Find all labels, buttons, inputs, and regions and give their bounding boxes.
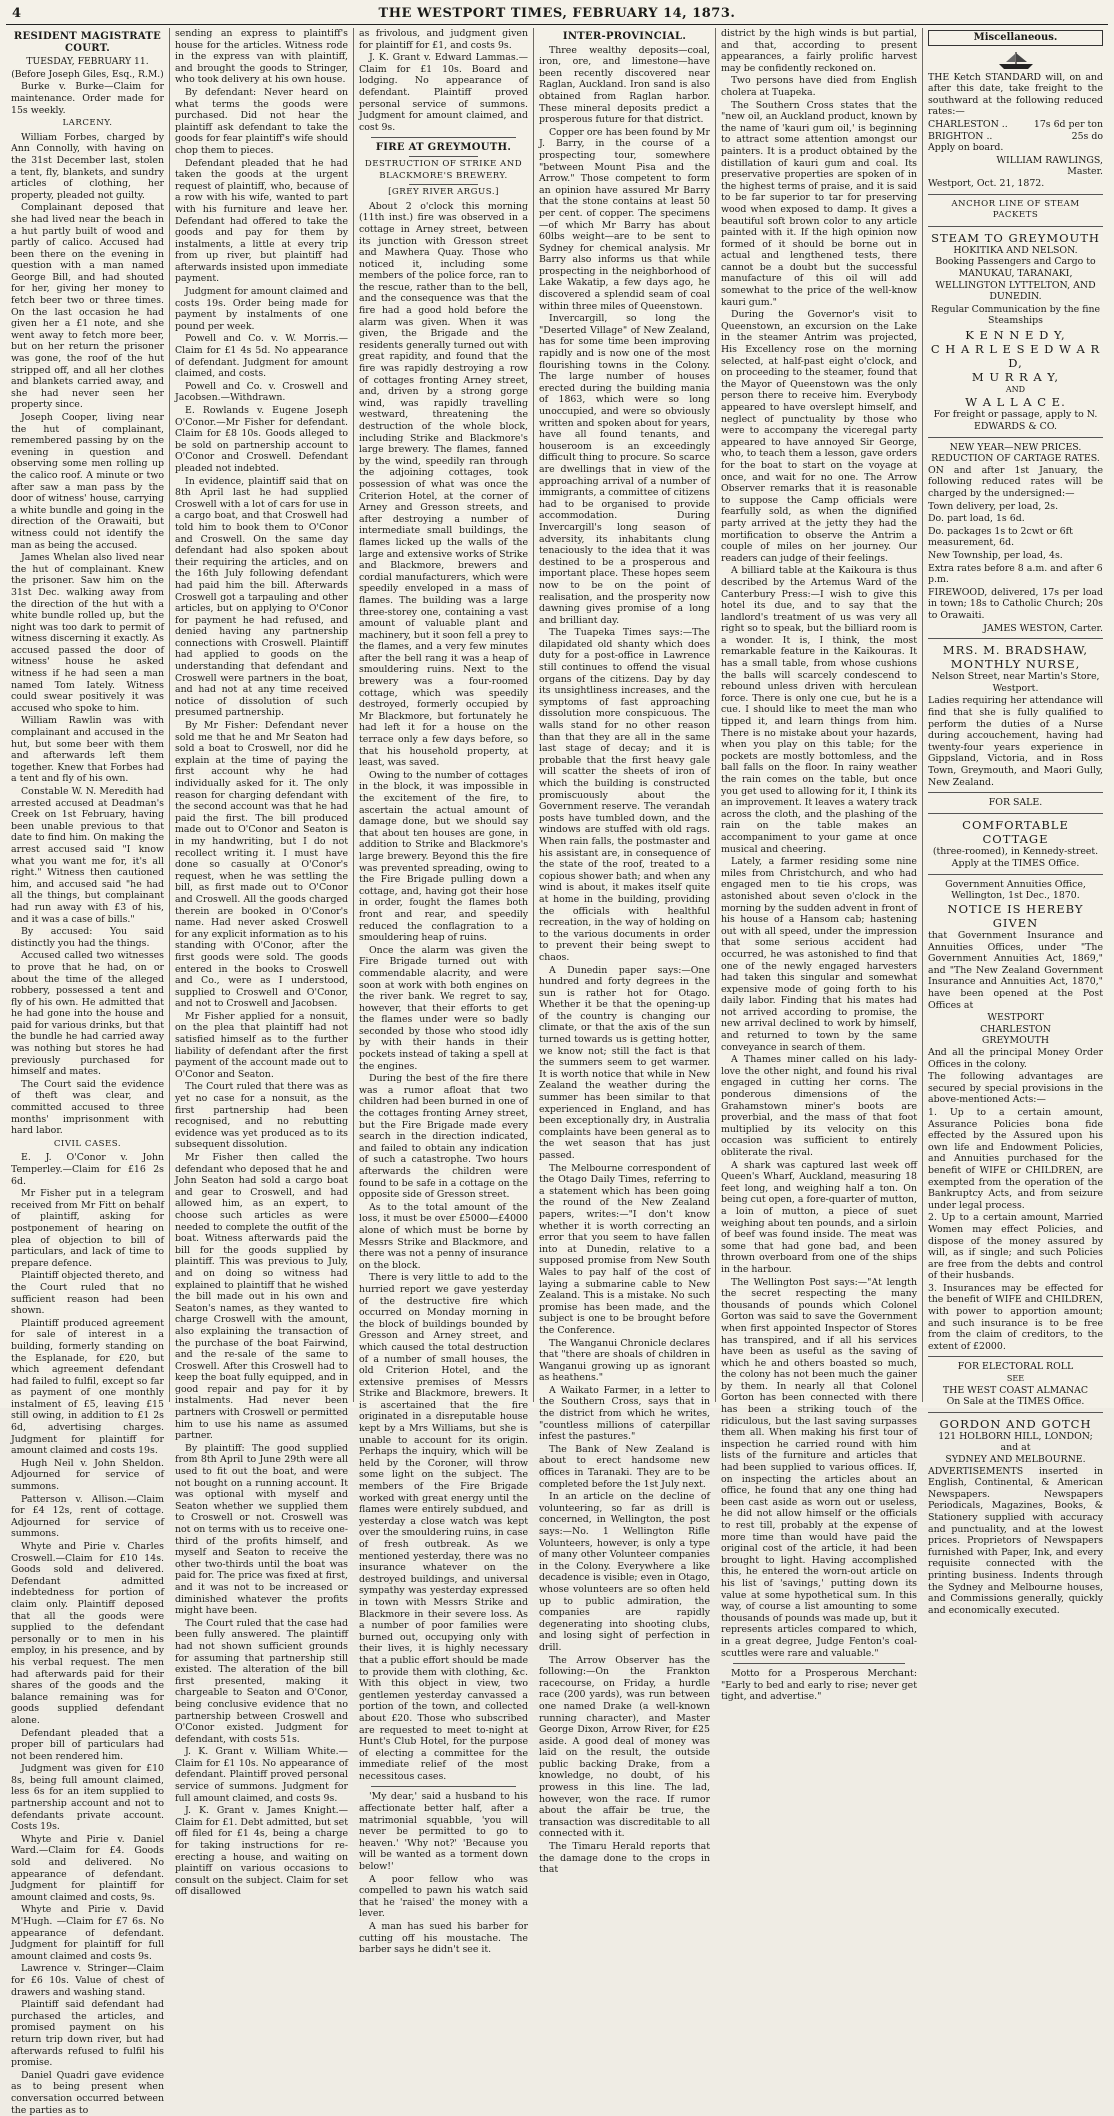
paragraph: As to the total amount of the loss, it must be over £5000—£4000 alone of which must be borne by Messrs Strike and Blackmore, and there was not a penny of insurance on the block. [359, 1201, 528, 1271]
columns [6, 28, 1108, 2116]
rate-price: 17s 6d per ton [1033, 118, 1103, 130]
paragraph: Three wealthy deposits—coal, iron, ore, and limestone—have been recently discovered near Raglan, Auckland. Iron sand is also obtained from Raglan harbor. These mineral deposits predict a prosperous future for that district. [539, 44, 710, 126]
onsale-text: On Sale at the TIMES Office. [946, 1396, 1085, 1408]
paragraph: 'My dear,' said a husband to his affectionate better half, after a matrimonial squabble, 'you will never be permitted to go to heaven.' 'Why not?' 'Because you will be wanted as a torment down below!' [359, 1791, 528, 1873]
paragraph: During the Governor's visit to Queenstown, an excursion on the Lake in the steamer Antrim was projected, His Excellency rose on the morning selected, at half-past eight o'clock, and on proceeding to the steamer, found that the Mayor of Queenstown was the only person there to receive him. Everybody appeared to have overslept himself, and neglect of punctuality by those who were to accompany the viceregal party appeared to have annoyed Sir George, who, to teach them a lesson, gave orders for the boat to start on the voyage at once, and wait for no one. The Arrow Observer remarks that it is reasonable to suppose the Camp officials were fearfully sold, as when the dignified party arrived at the jetty they had the mortification to observe the Antrim a couple of miles on her journey. Our readers can judge of their feelings. [721, 309, 917, 564]
master-name: WILLIAM RAWLINGS, [996, 154, 1103, 166]
paragraph: Mr Fisher then called the defendant who deposed that he and John Seaton had sold a cargo boat and gear to Croswell, and had allowed him, as an expert, to choose such articles as were needed to complete the outfit of the boat. Witness afterwards paid the bill for the goods supplied by plaintiff. This was previous to July, and on doing so witness had explained to plaintiff that he wished the bill made out in his own and Seaton's names, as they wanted to charge Croswell with the amount, also explaining the transaction of the purchase of the boat Fairwind, and the re-sale of the same to Croswell. After this Croswell had to keep the boat fully equipped, and in good repair and pay for it by instalments. Had never been partners with Croswell or permitted him to use his name as assumed partner. [175, 1152, 348, 1442]
steam-ad [928, 231, 1103, 433]
paragraph: A shark was captured last week off Queen's Wharf, Auckland, measuring 18 feet long, and weighing half a ton. On being cut open, a fore-quarter of mutton, a loin of mutton, a piece of suet weighing about ten pounds, and a sirloin of beef was found inside. The meat was some that had gone bad, and been thrown overboard from one of the ships in the harbour. [721, 1159, 917, 1275]
electoral-heading: FOR ELECTORAL ROLL [957, 1361, 1074, 1373]
gordon-heading: GORDON AND GOTCH [939, 1416, 1092, 1431]
divider [409, 184, 478, 185]
paragraph: Burke v. Burke—Claim for maintenance. Order made for 15s weekly. [11, 81, 164, 116]
paragraph: Whyte and Pirie v. David M'Hugh. —Claim for £7 6s. No appearance of defendant. Judgment for plaintiff for full amount claimed and costs 9s. [11, 1904, 164, 1962]
paragraph: The Court ruled that the case had been fully answered. The plaintiff had not shown sufficient grounds for assuming that partnership still existed. The alteration of the bill first presented, making it chargeable to Seaton and O'Conor, being conclusive evidence that no partnership between Croswell and O'Conor existed. Judgment for defendant, with costs 51s. [175, 1617, 348, 1745]
paragraph: James Whelan also lived near the hut of complainant. Knew the prisoner. Saw him on the 31st Dec. walking away from the direction of the hut with a white bundle rolled up, but the night was too dark to permit of witness discerning it exactly. As accused passed the door of witness' house he asked witness if he had seen a man named Tom Iately. Witness could swear positively it was accused who spoke to him. [11, 552, 164, 714]
ketch-text: THE Ketch STANDARD will, on and after this date, take freight to the southward at the following reduced rates:— [928, 71, 1103, 118]
paragraph: Once the alarm was given the Fire Brigade turned out with commendable alacrity, and were soon at work with both engines on the river bank. We regret to say, however, that their efforts to get the flames under were so badly seconded by those who stood idly by with their hands in their pockets instead of taking a spell at the engines. [359, 944, 528, 1072]
paragraph: A Waikato Farmer, in a letter to the Southern Cross, says that in the district from which he writes, "countless millions of caterpillar infest the pastures." [539, 1384, 710, 1443]
divider [928, 792, 1103, 793]
cottage-heading: COMFORTABLE COTTAGE [962, 817, 1069, 846]
cartage-line: New Township, per load, 4s. [928, 550, 1063, 561]
cartage-text: ON and after 1st January, the following reduced rates will be charged by the undersigned:— [928, 464, 1103, 500]
divider [733, 1663, 905, 1664]
apply-text: Apply on board. [928, 142, 1004, 154]
rate-place: BRIGHTON .. [928, 130, 993, 142]
booking-text: Booking Passengers and Cargo to MANUKAU, TARANAKI, WELLINGTON LYTTELTON, AND DUNEDIN. [935, 256, 1096, 303]
column-4 [533, 28, 715, 1876]
paragraph: district by the high winds is but partial, and that, according to present appearances, a fairly prolific harvest may be confidently reckoned on. [721, 28, 917, 74]
ship-name: K E N N E D Y, [965, 327, 1066, 342]
annuities-ad [928, 879, 1103, 1353]
gov-office: Government Annuities Office, [945, 878, 1086, 890]
paragraph: Defendant pleaded that he had taken the goods at the urgent request of plaintiff, who, because of a row with his wife, wanted to part with his furniture and leave her. Defendant had offered to take the goods and pay for them by instalments, a little at every trip from up river, but plaintiff had afterwards insisted upon immediate payment. [175, 157, 348, 285]
ship-and: AND [1005, 384, 1026, 394]
notice-body: that Government Insurance and Annuities Offices, under "The Government Annuities Act, 1869," and "The New Zealand Government Insurance and Annuities Act, 1870," have been opened at the Post Offices at [928, 930, 1103, 1011]
advantage-item: 2. Up to a certain amount, Married Women may effect Policies, and dispose of the money assured by will, as if single; and such Policies are free from the debts and control of their husbands. [928, 1212, 1103, 1282]
paragraph: Joseph Cooper, living near the hut of complainant, remembered passing by on the evening in question and observing some men rolling up the calico roof. A minute or two after saw a man pass by the door of witness' house, carrying a white bundle and going in the direction of the Orawaiti, but witness could not identify the man as being the accused. [11, 412, 164, 551]
paragraph: A man has sued his barber for cutting off his moustache. The barber says he didn't see it. [359, 1921, 528, 1956]
gov-date: Wellington, 1st Dec., 1870. [951, 890, 1080, 902]
paragraph: William Rawlin was with complainant and accused in the hut, but some beer with them and afterwards left them together. Knew that Forbes had a tent and fly of his own. [11, 715, 164, 785]
paragraph: The Melbourne correspondent of the Otago Daily Times, referring to a statement which has been going the round of the New Zealand papers, writes:—"I don't know whether it is worth correcting an error that you seem to have fallen into at Dunedin, relative to a supposed promise from New South Wales to pay half of the cost of laying a submarine cable to New Zealand. This is a mistake. No such promise has been made, and the subject is one to be brought before the Conference. [539, 1162, 710, 1336]
cartage-line: Town delivery, per load, 2s. [928, 500, 1059, 512]
paragraph: E. Rowlands v. Eugene Joseph O'Conor.—Mr Fisher for defendant. Claim for £8 10s. Goods alleged to be sold on partnership account to O'Conor and Croswell. Defendant pleaded not indebted. [175, 405, 348, 474]
paragraph: Copper ore has been found by Mr J. Barry, in the course of a prospecting tour, somewhere "between Mount Pisa and the Arrow." Those competent to form an opinion have assured Mr Barry that the stone contains at least 50 per cent. of copper. The specimens—of which Mr Barry has about 60lbs weight—are to be sent to Sydney for chemical analysis. Mr Barry also informs us that while prospecting in the neighborhood of Lake Wakatip, a few days ago, he discovered a splendid seam of coal within three miles of Queenstown. [539, 126, 710, 312]
paragraph: The Wanganui Chronicle declares that "there are shoals of children in Wanganui growing up as ignorant as heathens." [539, 1337, 710, 1384]
advantages-text: The following advantages are secured by special provisions in the above-mentioned Acts:— [928, 1071, 1103, 1106]
forsale-heading: FOR SALE. [988, 797, 1043, 809]
paragraph: as frivolous, and judgment given for plaintiff for £1, and costs 9s. [359, 28, 528, 51]
cottage-apply: Apply at the TIMES Office. [951, 858, 1080, 870]
notice-body2: And all the principal Money Order Offices in the colony. [928, 1047, 1103, 1070]
see-text: SEE [1006, 1374, 1025, 1384]
cartage-ad [928, 442, 1103, 635]
paragraph: The Tuapeka Times says:—The dilapidated old shanty which does duty for a post-office in Lawrence still continues to offend the visual organs of the citizens. Day by day its unsightliness increases, and the symptoms of fast approaching dissolution more conspicuous. The walls stand for no other reason than that they are all in the same last stage of decay; and it is probable that the first heavy gale will scatter the sheets of iron of which the building is constructed promiscuously about the Government reserve. The verandah posts have tumbled down, and the windows are stuffed with old rags. When rain falls, the postmaster and his assistant are, in consequence of the state of the roof, treated to a copious shower bath; and when any wind is about, it makes itself quite at home in the building, providing the officials with healthful recreation, in the way of holding on to the various documents in order to prevent their being swept to chaos. [539, 627, 710, 963]
fire-heading: FIRE AT GREYMOUTH. [375, 142, 512, 154]
cartage-line: Do. part load, 1s 6d. [928, 513, 1025, 525]
paragraph: Daniel Quadri gave evidence as to being present when conversation occurred between the parties as to [11, 2069, 164, 2116]
ship-icon [997, 50, 1035, 70]
court-heading: RESIDENT MAGISTRATE COURT. [13, 31, 162, 54]
cartage-line: Extra rates before 8 a.m. and after 6 p.m. [928, 562, 1103, 586]
divider [928, 813, 1103, 814]
column-2 [169, 28, 353, 1898]
paragraph: Powell and Co. v. Croswell and Jacobsen.—Withdrawn. [175, 380, 348, 404]
paragraph: Plaintiff objected thereto, and the Court ruled that no sufficient reason had been shown. [11, 1270, 164, 1317]
paragraph: In evidence, plaintiff said that on 8th April last he had supplied Croswell with a lot of cars for use in a cargo boat, and that Croswell had told him to book them to O'Conor and Croswell. On the same day defendant had also spoken about their requiring the articles, and on the 16th July following defendant had paid him the bill. Afterwards Croswell got a tarpauling and other articles, but on applying to O'Conor for payment he had refused, and denied having any partnership connections with Croswell. Plaintiff had applied to goods on the understanding that defendant and Croswell were partners in the boat, and had not at any time received notice of dissolution of such presumed partnership. [175, 475, 348, 719]
paragraph: The Arrow Observer has the following:—On the Frankton racecourse, on Friday, a hurdle race (200 yards), was run between one named Drake (a well-known running character), and Master George Dixon, Arrow River, for £25 aside. A good deal of money was laid on the result, the outside public backing Drake, from a knowledge, no doubt, of his prowess in this line. The lad, however, won the race. If rumor about the affair be true, the transaction was discreditable to all connected with it. [539, 1654, 710, 1840]
cottage-sub: (three-roomed), in Kennedy-street. [932, 845, 1099, 857]
almanac-heading: THE WEST COAST ALMANAC [942, 1384, 1089, 1396]
paragraph: Defendant pleaded that a proper bill of particulars had not been rendered him. [11, 1727, 164, 1762]
steam-heading: STEAM TO GREYMOUTH [931, 230, 1100, 245]
court-magistrate: (Before Joseph Giles, Esq., R.M.) [11, 68, 164, 80]
paragraph: J. K. Grant v. James Knight.— Claim for £1. Debt admitted, but set off filed for £1 4s, being a charge for taking instructions for re-erecting a house, and waiting on plaintiff on various occasions to consult on the subject. Claim for set off disallowed [175, 1805, 348, 1898]
almanac-ad [928, 1361, 1103, 1407]
paragraph: There is very little to add to the hurried report we gave yesterday of the destructive fire which occurred on Monday morning in the block of buildings bounded by Gresson and Arney street, and which caused the total destruction of a number of small houses, the old Criterion Hotel, and the extensive premises of Messrs Strike and Blackmore, brewers. It is ascertained that the fire originated in a disreputable house kept by a Mrs Williams, but she is unable to account for its origin. Perhaps the inquiry, which will be held by the Coroner, will throw some light on the subject. The members of the Fire Brigade worked with great energy until the flames were entirely subdued, and yesterday a close watch was kept over the smouldering ruins, in case of fresh outbreak. As we mentioned yesterday, there was no insurance whatever on the destroyed buildings, and universal sympathy was yesterday expressed in town with Messrs Strike and Blackmore in their severe loss. As a number of poor families were burned out, occupying only with their lives, it is highly necessary that a public effort should be made to provide them with clothing, &c. With this object in view, two gentlemen yesterday canvassed a portion of the town, and collected about £20. Those who subscribed are requested to meet to-night at Hunt's Club Hotel, for the purpose of electing a committee for the immediate relief of the most necessitous cases. [359, 1272, 528, 1782]
interprovincial-heading: INTER-PROVINCIAL. [562, 31, 687, 42]
paragraph: Powell and Co. v. W. Morris.—Claim for £1 4s 5d. No appearance of defendant. Judgment for amount claimed, and costs. [175, 333, 348, 380]
paragraph: By Mr Fisher: Defendant never sold me that he and Mr Seaton had sold a boat to Croswell, nor did he explain at the time of paying the first account why he had individually asked for it. The only reason for charging defendant with the second account was that he had paid the first. The bill produced made out to O'Conor and Seaton is in my handwriting, but I do not recollect writing it. I must have done so casually at O'Conor's request, when he was settling the bill, as first made out to O'Conor and Croswell. All the goods charged therein are booked in O'Conor's name. Had never asked Croswell for any explicit information as to his standing with O'Conor, after the first goods were sold. The goods entered in the books to Croswell and Co., were as I understood, supplied to Croswell and O'Conor, and not to Croswell and Jacobsen. [175, 720, 348, 1010]
larceny-heading: LARCENY. [62, 118, 113, 129]
divider [371, 1786, 516, 1787]
forsale-ad [928, 797, 1103, 870]
paragraph: The Court said the evidence of theft was clear, and committed accused to three months' imprisonment with hard labor. [11, 1078, 164, 1137]
place-name: GREYMOUTH [981, 1035, 1050, 1047]
anchor-line-heading: ANCHOR LINE OF STEAM PACKETS [951, 198, 1080, 221]
divider [928, 874, 1103, 875]
divider [928, 194, 1103, 195]
paragraph: By accused: You said distinctly you had the things. [11, 926, 164, 949]
paragraph: William Forbes, charged by Ann Connolly, with having on the 31st December last, stolen a tent, fly, blankets, and sundry articles of clothing, her property, pleaded not guilty. [11, 131, 164, 201]
paragraph: Motto for a Prosperous Merchant: "Early to bed and early to rise; never get tight, and advertise." [721, 1668, 917, 1703]
advantage-item: 1. Up to a certain amount, Assurance Policies bona fide effected by the Assured upon his own life and Endowment Policies, and Annuities purchased for the benefit of WIFE or CHILDREN, are exempted from the operation of the Bankruptcy Acts, and from seizure under legal process. [928, 1106, 1103, 1211]
masthead [6, 4, 1108, 25]
master-label: Master. [1067, 166, 1103, 178]
civil-heading: CIVIL CASES. [53, 1138, 122, 1149]
paragraph: sending an express to plaintiff's house for the articles. Witness rode in the express van with plaintiff, and brought the goods to Stringer, who took delivery at his own house. [175, 28, 348, 86]
court-date: TUESDAY, FEBRUARY 11. [26, 56, 149, 68]
advantage-item: 3. Insurances may be effected for the benefit of WIFE and CHILDREN, with power to apportion amount; and such insurance is to be free from the claim of creditors, to the extent of £2000. [928, 1282, 1103, 1352]
paragraph: E. J. O'Conor v. John Temperley.—Claim for £16 2s 6d. [11, 1152, 164, 1187]
paragraph: Judgment was given for £10 8s, being full amount claimed, less 6s for an item supplied to partnership account and not to defendants private account. Costs 19s. [11, 1763, 164, 1833]
divider [928, 638, 1103, 639]
paragraph: Judgment for amount claimed and costs 19s. Order being made for payment by instalments of one pound per week. [175, 286, 348, 332]
column-5 [715, 28, 922, 1703]
fire-subheading: DESTRUCTION OF STRIKE AND BLACKMORE'S BREWERY. [364, 158, 523, 181]
paragraph: Hugh Neil v. John Sheldon. Adjourned for service of summons. [11, 1457, 164, 1493]
carter-name: JAMES WESTON, Carter. [983, 622, 1103, 634]
paragraph: The Timaru Herald reports that the damage done to the crops in that [539, 1841, 710, 1876]
nurse-ad [928, 643, 1103, 788]
column-3 [353, 28, 533, 1956]
paragraph: Whyte and Pirie v. Daniel Ward.—Claim for £4. Goods sold and delivered. No appearance of defendant. Judgment for plaintiff for amount claimed and costs, 9s. [11, 1833, 164, 1903]
gordon-address: 121 HOLBORN HILL, LONDON; [938, 1430, 1093, 1442]
divider [928, 1356, 1103, 1357]
paragraph: Whyte and Pirie v. Charles Croswell.—Claim for £10 14s. Goods sold and delivered. Defendant admitted indebtedness for portion of claim only. Plaintiff deposed that all the goods were supplied to the defendant personally or to men in his employ, in his presence, and by his verbal request. The men had afterwards paid for their shares of the goods and the balance remaining was for goods supplied defendant alone. [11, 1541, 164, 1726]
firewood-text: FIREWOOD, delivered, 17s per load in town; 18s to Catholic Church; 20s to Orawaiti. [928, 586, 1103, 621]
column-1 [6, 28, 169, 2116]
ketch-ad [928, 50, 1103, 190]
place-name: WESTPORT [987, 1012, 1044, 1024]
paragraph: Plaintiff produced agreement for sale of interest in a building, formerly standing on the Esplanade, for £20, but which agreement defendant had failed to fulfil, except so far as payment of one monthly instalment of £5, leaving £15 still owing, in addition to £1 2s 6d, advertising charges. Judgment for plaintiff for amount claimed and costs 19s. [11, 1317, 164, 1457]
paragraph: A Dunedin paper says:—One hundred and forty degrees in the sun is rather hot for Otago. Whether it be that the opening-up of the country is changing our climate, or that the axis of the sun turned towards us is getting hotter, we know not; still the fact is that the summers seem to get warmer. It is worth notice that while in New Zealand the weather during the summer has been similar to that experienced in England, and has been exceptionally dry, in Australia complaints have been general as to the wet season that has just passed. [539, 964, 710, 1161]
paragraph: A poor fellow who was compelled to pawn his watch said that he 'raised' the money with a lever. [359, 1873, 528, 1920]
gordon-gotch-ad [928, 1417, 1103, 1617]
miscellaneous-heading: Miscellaneous. [928, 30, 1103, 46]
ad-date: Westport, Oct. 21, 1872. [928, 177, 1045, 189]
divider [928, 226, 1103, 227]
rate-price: 25s do [1071, 130, 1103, 142]
paragraph: Constable W. N. Meredith had arrested accused at Deadman's Creek on 1st February, having been unable previous to that date to find him. On making the arrest accused said "I know what you want me for, it's all right." Witness then cautioned him, and accused said "he had all the things, but complainant had run away with £3 of his, and it was a case of bills." [11, 786, 164, 925]
paragraph: A billiard table at the Kaikoura is thus described by the Artemus Ward of the Canterbury Press:—I wish to give this hotel its due, and to say that the landlord's treatment of us was very all right so to speak, but the billiard room is a wonder. It is, I think, the most remarkable feature in the Kaikouras. It has a small table, from whose cushions the balls will scarcely condescend to rebound unless driven with herculean force. There is only one cue, but he is a cue. I should like to meet the man who tipped it, and learn things from him. There is no mistake about your hazards, when you play on this table; for the pockets are mostly bottomless, and the ball falls on the floor. In rainy weather the rain comes on the table, but once you get used to allowing for it, I think its an improvement. It leaves a watery track across the cloth, and the plashing of the rain on the table makes an accompaniment to your game at once musical and cheering. [721, 565, 917, 855]
regular-text: Regular Communication by the fine Steamships [930, 303, 1101, 327]
paragraph: By plaintiff: The good supplied from 8th April to June 29th were all used to fit out the boat, and were not bought on a running account. It was optional with myself and Seaton whether we supplied them to Croswell or not. Croswell was not on terms with us to receive one-third of the profits himself, and myself and Seaton to receive the other two-thirds until the boat was paid for. The price was fixed at first, and it was not to be increased or diminished whatever the profits might have been. [175, 1442, 348, 1617]
gordon-and: and at [1000, 1442, 1031, 1454]
column-6-ads [922, 28, 1108, 1616]
ship-name: M U R R A Y, [971, 369, 1060, 384]
ship-name: C H A R L E S E D W A R D, [930, 341, 1101, 370]
gordon-cities: SYDNEY AND MELBOURNE. [945, 1454, 1086, 1465]
paragraph: During the best of the fire there was a rumor afloat that two children had been burned in one of the cottages fronting Arney street, but the Fire Brigade made every search in the direction indicated, and failed to obtain any indication of such a catastrophe. Two hours afterwards the children were found to be safe in a cottage on the opposite side of Gresson street. [359, 1073, 528, 1201]
paragraph: About 2 o'clock this morning (11th inst.) fire was observed in a cottage in Arney street, between its junction with Gresson street and Mawhera Quay. Those who noticed it, including some members of the police force, ran to the rescue, rather than to the bell, and the consequence was that the fire had a good hold before the alarm was given. When it was given, the Brigade and the residents generally turned out with great rapidity, and found that the fire was rapidly destroying a row of cottages fronting Arney street, and, driven by a strong gorge wind, was rapidly travelling westward, threatening the destruction of the whole block, including Strike and Blackmore's large brewery. The flames, fanned by the wind, speedily ran through the adjoining cottages, took possession of what was once the Criterion Hotel, at the corner of Arney and Gresson streets, and after destroying a number of intermediate small buildings, the flames licked up the walls of the large and extensive works of Strike and Blackmore, brewers and cordial manufacturers, which were speedily enveloped in a mass of flames. The building was a large three-storey one, containing a vast amount of valuable plant and machinery, but it soon fell a prey to the flames, and a very few minutes after the bell rang it was a heap of smouldering ruins. Next to the brewery was a four-roomed cottage, which was speedily destroyed, formerly occupied by Mr Blackmore, but fortunately he had left it for a house on the terrace only a few days before, so that his household property, at least, was saved. [359, 200, 528, 769]
notice-heading: NOTICE IS HEREBY GIVEN [947, 902, 1084, 931]
freight-text: For freight or passage, apply to N. EDWARDS & CO. [933, 409, 1098, 433]
paragraph: Mr Fisher applied for a nonsuit, on the plea that plaintiff had not satisfied himself as to the further liability of defendant after the first payment of the account made out to O'Conor and Seaton. [175, 1010, 348, 1080]
paragraph: Lately, a farmer residing some nine miles from Christchurch, and who had engaged men to tie his crops, was astonished about seven o'clock in the morning by the sudden advent in front of his house of a Hansom cab; hastening out with all speed, under the impression that some serious accident had occurred, he was astonished to find that one of the newly engaged harvesters had taken this singular and somewhat expensive mode of going forth to his daily labor. Finding that his mates had not arrived according to promise, the new arrival declined to work by himself, and returned to town by the same conveyance in search of them. [721, 856, 917, 1053]
rate-place: CHARLESTON .. [928, 118, 1008, 130]
paragraph: Two persons have died from English cholera at Tuapeka. [721, 75, 917, 98]
divider [409, 156, 478, 157]
paragraph: By defendant: Never heard on what terms the goods were purchased. Did not hear the plaintiff ask defendant to take the goods for fear plaintiff's wife should chop them to pieces. [175, 86, 348, 156]
paragraph: Plaintiff said defendant had purchased the articles, and promised payment on his return trip down river, but had afterwards refused to fulfil his promise. [11, 1999, 164, 2069]
newspaper-title: THE WESTPORT TIMES, FEBRUARY 14, 1873. [378, 6, 736, 21]
page-number: 4 [12, 6, 22, 21]
paragraph: The Court ruled that there was as yet no case for a nonsuit, as the first partnership had been recognised, and no rebutting evidence was yet produced as to its subsequent dissolution. [175, 1081, 348, 1151]
paragraph: In an article on the decline of volunteering, so far as drill is concerned, in Wellington, the post says:—No. 1 Wellington Rifle Volunteers, however, is only a type of many other Volunteer companies in the Colony. Everywhere a like decadence is visible; even in Otago, whose volunteers are so often held up to public admiration, the companies are rapidly degenerating into shooting clubs, and losing sight of perfection in drill. [539, 1491, 710, 1653]
nurse-title: MRS. M. BRADSHAW, MONTHLY NURSE, [942, 643, 1089, 672]
rate-row [928, 119, 1103, 131]
nurse-body: Ladies requiring her attendance will find that she is fully qualified to perform the duties of a Nurse during accouchement, having had twenty-four years experience in Gippsland, Victoria, and in Ross Town, Greymouth, and Maori Gully, New Zealand. [928, 695, 1103, 788]
divider [928, 437, 1103, 438]
paragraph: Invercargill, so long the "Deserted Village" of New Zealand, has for some time been improving rapidly and is now one of the most flourishing towns in the Colony. The large number of houses erected during the building mania of 1863, which were so long unoccupied, and were so obviously written and spoken about for years, have all found tenants, and houseroom is an exceedingly difficult thing to procure. So scarce are dwellings that in view of the approaching arrival of a number of immigrants, a committee of citizens had to be organised to provide accommodation. During Invercargill's long season of adversity, its inhabitants clung tenaciously to the idea that it was destined to be a prosperous and important place. These hopes seem now to be on the point of realisation, and the prosperity now dawning gives promise of a long and brilliant day. [539, 313, 710, 626]
paragraph: The Bank of New Zealand is about to erect handsome new offices in Taranaki. They are to be completed before the 1st July next. [539, 1443, 710, 1490]
place-name: CHARLESTON [980, 1023, 1051, 1035]
divider [371, 137, 516, 138]
divider [928, 1412, 1103, 1413]
paragraph: The Wellington Post says:—"At length the secret respecting the many thousands of pounds which Colonel Gorton was said to save the Government when first appointed Inspector of Stores has transpired, and if all his services have been as useful as the saving of which he and others boasted so much, the colony has not been much the gainer by them. In nearly all that Colonel Gorton has been connected with there has been a striking touch of the ridiculous, but the last saving surpasses them all. When making his first tour of inspection he carried round with him lists of the furniture and articles that had been supplied to various offices. If, on inspecting the articles about an office, he found that any one thing had been cast aside as worn out or useless, he did not allow himself or the officials to rest till, probably at the expense of more time than would have paid the original cost of the article, it had been brought to light. Having accomplished this, he entered the worn-out article on his list of 'savings,' putting down its value at some hypothetical sum. In this way, of course a list amounting to some thousands of pounds was made up, but it represents articles compared to which, in a great degree, Judge Fenton's coal-scuttles were rare and valuable." [721, 1276, 917, 1659]
rate-row [928, 131, 1103, 143]
newyear-heading: NEW YEAR—NEW PRICES. [949, 441, 1082, 453]
paragraph: Lawrence v. Stringer—Claim for £6 10s. Value of chest of drawers and washing stand. [11, 1963, 164, 1998]
nurse-address: Nelson Street, near Martin's Store, Westport. [931, 671, 1100, 694]
ship-name: W A L L A C E. [965, 395, 1066, 410]
fire-source: [GREY RIVER ARGUS.] [388, 187, 499, 198]
gordon-body: ADVERTISEMENTS inserted in English, Continental, & American Newspapers. Newspapers Periodicals, Magazines, Books, & Stationery supplied with accuracy and punctuality, and at the lowest prices. Proprietors of Newspapers furnished with Paper, Ink, and every requisite connected with the printing business. Indents through the Sydney and Melbourne houses, and Commissions generally, quickly and economically executed. [928, 1465, 1103, 1616]
paragraph: Complainant deposed that she had lived near the beach in a hut partly built of wood and partly of calico. Accused had been there on the evening in question with a man named George Bill, and had shouted for her, giving her money to fetch beer two or three times. On the last occasion he had given her a £1 note, and she went away to fetch more beer, but on her return the prisoner was gone, the roof of the hut stripped off, and all her clothes and blankets carried away, and she had never seen her property since. [11, 202, 164, 411]
paragraph: A Thames miner called on his lady-love the other night, and found his rival engaged in cutting her corns. The ponderous dimensions of the Grahamstown miner's boots are proverbial, and the mass of that foot multiplied by its velocity on this occasion was sufficient to entirely obliterate the rival. [721, 1054, 917, 1158]
paragraph: Owing to the number of cottages in the block, it was impossible in the excitement of the fire, to ascertain the actual amount of damage done, but we should say that about ten houses are gone, in addition to Strike and Blackmore's large brewery. Beyond this the fire was prevented spreading, owing to the Fire Brigade pulling down a cottage, and, having got their hose in order, fought the flames both front and rear, and speedily reduced the conflagration to a smouldering heap of ruins. [359, 769, 528, 944]
paragraph: J. K. Grant v. Edward Lammas.— Claim for £1 10s. Board and lodging. No appearance of defendant. Plaintiff proved personal service of summons. Judgment for amount claimed, and cost 9s. [359, 52, 528, 133]
paragraph: Patterson v. Allison.—Claim for £4 12s, rent of cottage. Adjourned for service of summons. [11, 1493, 164, 1540]
cartage-line: Do. packages 1s to 2cwt or 6ft measurement, 6d. [928, 525, 1073, 549]
paragraph: Accused called two witnesses to prove that he had, on or about the time of the alleged robbery, possessed a tent and fly of his own. He admitted that he had gone into the house and paid for various drinks, but that the bundle he had carried away was nothing but stores he had previously purchased for himself and mates. [11, 950, 164, 1078]
paragraph: The Southern Cross states that the "new oil, an Auckland product, known by the name of 'kauri gum oil,' is beginning to attract some attention amongst our painters. It is a product obtained by the distillation of kauri gum and coal. Its preservative properties are spoken of in the highest terms of praise, and it is said to be far superior to tar for preserving wood when exposed to damp. It gives a beautiful soft brown color to any article painted with it. If the high opinion now formed of it should be borne out in actual and lengthened tests, there cannot be a doubt but the successful manufacture of this oil will add somewhat to the price of the well-know kauri gum." [721, 99, 917, 308]
reduction-heading: REDUCTION OF CARTAGE RATES. [931, 453, 1100, 465]
steam-subheading: HOKITIKA AND NELSON. [953, 244, 1078, 256]
paragraph: Mr Fisher put in a telegram received from Mr Fitt on behalf of plaintiff, asking for postponement of hearing on plea of objection to bill of particulars, and lack of time to prepare defence. [11, 1188, 164, 1269]
paragraph: J. K. Grant v. William White.— Claim for £1 10s. No appearance of defendant. Plaintiff proved personal service of summons. Judgment for full amount claimed, and costs 9s. [175, 1746, 348, 1804]
